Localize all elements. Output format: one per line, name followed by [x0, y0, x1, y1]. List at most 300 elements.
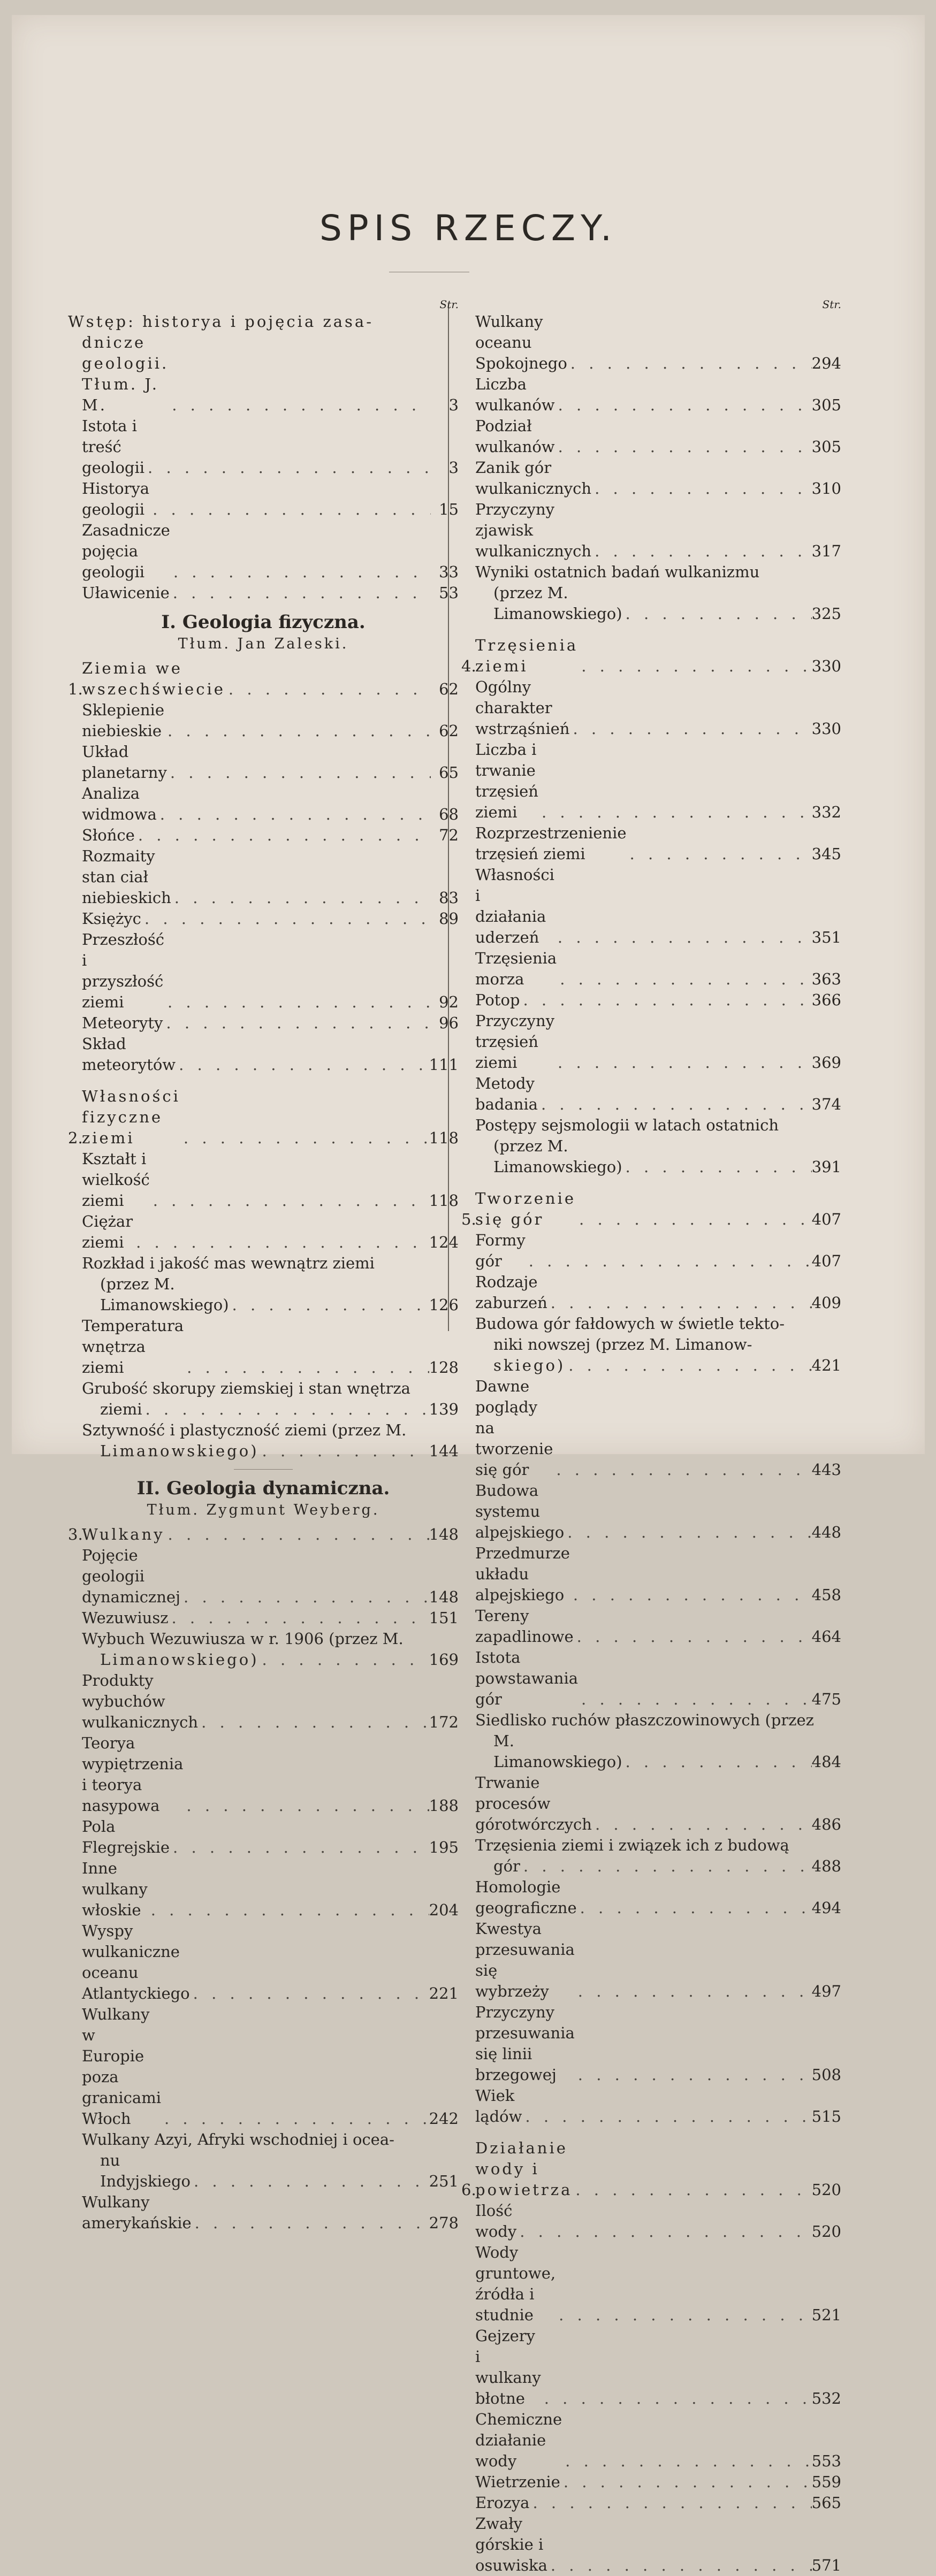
dot-leader — [622, 603, 812, 624]
toc-entry — [461, 457, 841, 499]
spacer — [461, 2127, 841, 2138]
toc-entry-label: Istota i treść geologii — [82, 417, 145, 477]
dot-leader — [555, 2305, 812, 2326]
toc-page-number: 488 — [811, 1857, 841, 1875]
toc-entry — [68, 1816, 459, 1858]
toc-entry-label: Układ planetarny — [82, 743, 167, 782]
toc-entry-label: Uławicenie — [82, 584, 170, 602]
toc-page-number: 486 — [811, 1815, 841, 1833]
dot-leader — [133, 1232, 429, 1253]
page-column-label: Str. — [439, 298, 459, 311]
toc-page-number: 407 — [811, 1210, 841, 1228]
toc-entry-label: Wezuwiusz — [82, 1609, 169, 1627]
toc-entry — [461, 1480, 841, 1543]
toc-entry-label: Meteoryty — [82, 1014, 163, 1032]
dot-leader — [554, 1052, 812, 1073]
toc-entry-label: M. Limanowskiego) — [493, 1732, 622, 1771]
toc-entry-label: Potop — [475, 991, 520, 1009]
toc-entry-label: Wulkany Azyi, Afryki wschodniej i ocea- — [82, 2130, 394, 2149]
dot-leader — [180, 1128, 429, 1149]
toc-entry — [68, 1545, 459, 1608]
part-heading: I. Geologia fizyczna. — [161, 611, 366, 633]
toc-entry-label: Liczba i trwanie trzęsień ziemi — [475, 740, 538, 821]
dot-leader — [541, 2388, 812, 2409]
toc-entry — [461, 1835, 841, 1856]
chapter-number: 6. — [461, 2181, 476, 2199]
dot-leader — [622, 1752, 812, 1772]
toc-entry — [461, 2002, 841, 2085]
toc-page-number: 251 — [429, 2172, 459, 2190]
toc-page-number: 508 — [811, 2066, 841, 2084]
toc-entry-label: (przez M. Limanowskiego) — [493, 1137, 622, 1176]
toc-entry-label: Zanik gór wulkanicznych — [475, 458, 592, 498]
toc-page-number: 464 — [811, 1627, 841, 1646]
chapter-label: Tworzenie się gór — [475, 1189, 576, 1228]
toc-entry — [68, 478, 459, 520]
dot-leader — [163, 1013, 431, 1034]
toc-entry — [461, 2085, 841, 2127]
toc-entry — [68, 929, 459, 1013]
toc-entry — [68, 1629, 459, 1649]
toc-entry — [68, 1274, 459, 1316]
toc-entry-label: Wietrzenie — [475, 2473, 560, 2491]
toc-page-number: 330 — [811, 720, 841, 738]
dot-leader — [522, 2106, 811, 2127]
dot-leader — [554, 927, 812, 948]
chapter-label: Działanie wody i powietrza — [475, 2139, 573, 2199]
dot-leader — [144, 457, 431, 478]
toc-entry — [461, 1710, 841, 1731]
toc-page-number: 345 — [811, 845, 841, 863]
toc-entry — [68, 1608, 459, 1629]
toc-entry-label: Analiza widmowa — [82, 784, 157, 823]
dot-leader — [164, 721, 431, 742]
toc-page-number: 515 — [811, 2107, 841, 2126]
toc-page-number: 144 — [429, 1442, 459, 1460]
toc-page-number: 169 — [429, 1650, 459, 1669]
dot-leader — [191, 2171, 429, 2192]
toc-page-number: 83 — [439, 889, 459, 907]
page-column-label: Str. — [822, 298, 841, 311]
toc-page-number: 475 — [811, 1690, 841, 1708]
dot-leader — [183, 1795, 429, 1816]
toc-page-number: 521 — [811, 2306, 841, 2324]
toc-page-number: 188 — [429, 1797, 459, 1815]
toc-entry — [68, 2004, 459, 2129]
dot-leader — [169, 395, 431, 416]
toc-entry-label: Ogólny charakter wstrząśnień — [475, 678, 570, 738]
toc-entry-label: Budowa systemu alpejskiego — [475, 1481, 565, 1541]
toc-entry — [68, 311, 459, 332]
toc-entry-label: Formy gór — [475, 1231, 526, 1270]
dot-leader — [171, 888, 431, 908]
translator-line: Tłum. Jan Zaleski. — [178, 636, 349, 652]
dot-leader — [148, 1900, 429, 1921]
toc-entry-label: gór — [493, 1857, 520, 1875]
toc-page-number: 565 — [811, 2494, 841, 2512]
toc-entry-label: Tereny zapadlinowe — [475, 1607, 574, 1646]
dot-leader — [622, 1157, 812, 1178]
toc-page-number: 571 — [811, 2556, 841, 2574]
chapter-entry — [68, 658, 459, 700]
toc-page-number: 330 — [811, 657, 841, 675]
toc-entry-label: Limanowskiego) — [100, 1650, 259, 1669]
dot-leader — [529, 2493, 811, 2513]
toc-page-number: 532 — [811, 2389, 841, 2407]
toc-entry — [68, 1733, 459, 1816]
toc-entry — [68, 1858, 459, 1921]
chapter-label: Wulkany — [82, 1525, 165, 1543]
dot-leader — [259, 1441, 429, 1462]
chapter-number: 3. — [68, 1525, 83, 1543]
toc-entry — [461, 562, 841, 583]
toc-entry-label: Wulkany oceanu Spokojnego — [475, 312, 567, 372]
toc-page-number: 62 — [439, 722, 459, 740]
toc-page-number: 421 — [811, 1356, 841, 1374]
toc-entry-label: Przyczyny zjawisk wulkanicznych — [475, 500, 592, 560]
dot-leader — [170, 1837, 429, 1858]
toc-page-number: 148 — [429, 1588, 459, 1606]
toc-entry — [68, 846, 459, 908]
dot-leader — [165, 1524, 429, 1545]
toc-entry-label: Historya geologii — [82, 479, 150, 518]
toc-entry — [68, 1316, 459, 1378]
toc-entry-label: Sztywność i plastyczność ziemi (przez M. — [82, 1421, 407, 1439]
toc-entry — [461, 677, 841, 739]
dot-leader — [169, 1608, 429, 1629]
chapter-entry — [461, 2138, 841, 2200]
chapter-entry — [461, 1188, 841, 1230]
chapter-entry — [461, 635, 841, 677]
toc-entry — [68, 1378, 459, 1399]
toc-page-number: 520 — [811, 2222, 841, 2241]
dot-leader — [157, 804, 431, 825]
toc-entry-label: Przedmurze układu alpejskiego — [475, 1544, 570, 1604]
toc-entry-label: Produkty wybuchów wulkanicznych — [82, 1671, 199, 1731]
toc-entry-label: Grubość skorupy ziemskiej i stan wnętrza — [82, 1379, 410, 1397]
toc-entry-label: Limanowskiego) — [100, 1442, 259, 1460]
dot-leader — [538, 802, 812, 823]
toc-page-number: 407 — [811, 1252, 841, 1270]
toc-page-number: 204 — [429, 1901, 459, 1919]
toc-page-number: 53 — [439, 584, 459, 602]
toc-entry — [68, 1399, 459, 1420]
toc-entry-label: Przyczyny przesuwania się linii brzegowej — [475, 2003, 575, 2084]
toc-entry — [461, 2242, 841, 2326]
dot-leader — [520, 990, 811, 1011]
toc-entry — [461, 2409, 841, 2472]
toc-entry-label: Dawne poglądy na tworzenie się gór — [475, 1377, 553, 1479]
dot-leader — [591, 541, 812, 562]
toc-page-number: 294 — [811, 354, 841, 372]
toc-page-number: 494 — [811, 1899, 841, 1917]
toc-page-number: 118 — [429, 1191, 459, 1210]
dot-leader — [225, 679, 431, 700]
toc-page-number: 195 — [429, 1838, 459, 1856]
toc-page-number: 96 — [439, 1014, 459, 1032]
dot-leader — [575, 2065, 812, 2085]
dot-leader — [259, 1649, 429, 1670]
toc-entry-label: ziemi — [100, 1400, 142, 1418]
toc-entry-label: Gejzery i wulkany błotne — [475, 2327, 541, 2407]
dot-leader — [547, 1293, 812, 1313]
dot-leader — [149, 499, 431, 520]
toc-entry-label: Rozmaity stan ciał niebieskich — [82, 847, 171, 907]
toc-entry-label: Wyspy wulkaniczne oceanu Atlantyckiego — [82, 1922, 190, 2002]
toc-entry-label: dnicze geologii. Tłum. J. M. — [82, 333, 169, 414]
toc-entry — [461, 1355, 841, 1376]
dot-leader — [184, 1357, 429, 1378]
toc-entry — [461, 1334, 841, 1355]
toc-entry — [461, 1856, 841, 1877]
toc-entry — [461, 374, 841, 416]
toc-page-number: 332 — [811, 803, 841, 821]
toc-page-number: 111 — [429, 1056, 459, 1074]
toc-entry — [68, 2150, 459, 2192]
toc-entry — [68, 1211, 459, 1253]
chapter-label: Trzęsienia ziemi — [475, 636, 579, 675]
chapter-number: 4. — [461, 657, 476, 675]
toc-entry — [68, 1034, 459, 1075]
section-rule — [234, 1469, 293, 1470]
dot-leader — [141, 908, 431, 929]
toc-page-number: 124 — [429, 1233, 459, 1251]
toc-page-number: 72 — [439, 826, 459, 844]
toc-entry-label: Trzęsienia ziemi i związek ich z budową — [475, 1836, 789, 1854]
spacer — [68, 1075, 459, 1086]
toc-left-column — [68, 297, 459, 2234]
chapter-number: 1. — [68, 680, 83, 698]
toc-entry-label: Wiek lądów — [475, 2086, 522, 2126]
dot-leader — [135, 825, 431, 846]
toc-entry-label: Pola Flegrejskie — [82, 1817, 170, 1856]
toc-entry — [461, 990, 841, 1011]
dot-leader — [570, 1585, 812, 1606]
toc-page-number: 366 — [811, 991, 841, 1009]
toc-entry-label: Trwanie procesów górotwórczych — [475, 1774, 592, 1833]
toc-entry — [461, 823, 841, 865]
toc-entry — [461, 1313, 841, 1334]
toc-entry-label: Homologie geograficzne — [475, 1878, 577, 1917]
dot-leader — [562, 2451, 811, 2472]
toc-entry — [461, 948, 841, 990]
toc-entry — [68, 783, 459, 825]
toc-entry — [68, 332, 459, 416]
toc-entry — [461, 416, 841, 457]
toc-entry — [461, 1918, 841, 2002]
dot-leader — [569, 718, 811, 739]
toc-entry-label: Księżyc — [82, 909, 141, 928]
toc-page-number: 172 — [429, 1713, 459, 1731]
toc-entry-label: Wybuch Wezuwiusza w r. 1906 (przez M. — [82, 1630, 404, 1648]
toc-entry-label: Postępy sejsmologii w latach ostatnich — [475, 1116, 779, 1134]
toc-page-number: 118 — [429, 1129, 459, 1147]
toc-entry — [461, 1011, 841, 1073]
toc-entry-label: skiego) — [493, 1356, 566, 1374]
toc-entry-label: Ciężar ziemi — [82, 1212, 133, 1251]
toc-entry-label: Teorya wypiętrzenia i teorya nasypowa — [82, 1734, 184, 1815]
dot-leader — [560, 2472, 812, 2493]
dot-leader — [516, 2221, 811, 2242]
toc-page-number: 65 — [439, 763, 459, 782]
dot-leader — [161, 2108, 429, 2129]
toc-page-number: 3 — [448, 396, 459, 414]
toc-right-column — [461, 297, 841, 2576]
dot-leader — [575, 1981, 812, 2002]
toc-entry-label: Kształt i wielkość ziemi — [82, 1150, 150, 1210]
toc-entry-label: Rozprzestrzenienie trzęsień ziemi — [475, 824, 627, 863]
toc-entry-label: (przez M. Limanowskiego) — [493, 584, 622, 623]
dot-leader — [167, 762, 431, 783]
toc-page-number: 374 — [811, 1095, 841, 1113]
toc-page-number: 520 — [811, 2181, 841, 2199]
toc-page-number: 409 — [811, 1294, 841, 1312]
toc-entry-label: Sklepienie niebieskie — [82, 701, 164, 740]
dot-leader — [578, 656, 811, 677]
part-heading: II. Geologia dynamiczna. — [136, 1478, 390, 1499]
toc-entry — [461, 1731, 841, 1772]
toc-entry — [461, 865, 841, 948]
toc-entry — [461, 1115, 841, 1136]
book-page — [12, 15, 925, 2574]
toc-entry — [68, 1670, 459, 1733]
toc-entry-label: Słońce — [82, 826, 135, 844]
toc-page-number: 221 — [429, 1984, 459, 2002]
dot-leader — [553, 1459, 811, 1480]
dot-leader — [565, 1355, 811, 1376]
dot-leader — [526, 1251, 812, 1272]
toc-page-number: 317 — [811, 542, 841, 560]
dot-leader — [574, 1626, 812, 1647]
toc-entry — [461, 2513, 841, 2576]
dot-leader — [555, 395, 812, 416]
toc-page-number: 325 — [811, 605, 841, 623]
toc-page-number: 89 — [439, 909, 459, 928]
dot-leader — [578, 1689, 812, 1710]
toc-entry-label: Temperatura wnętrza ziemi — [82, 1317, 184, 1377]
toc-entry — [68, 1013, 459, 1034]
dot-leader — [547, 2555, 812, 2576]
toc-entry — [461, 1543, 841, 1606]
toc-entry-label: Kwestya przesuwania się wybrzeży — [475, 1920, 575, 2000]
toc-entry-label: niki nowszej (przez M. Limanow- — [493, 1335, 752, 1354]
toc-page-number: 68 — [439, 805, 459, 823]
translator-line: Tłum. Zygmunt Weyberg. — [147, 1502, 380, 1518]
toc-entry-label: Ilość wody — [475, 2202, 517, 2241]
dot-leader — [627, 844, 812, 865]
chapter-number: 5. — [461, 1210, 476, 1228]
toc-entry — [68, 1149, 459, 1211]
toc-entry — [68, 700, 459, 742]
toc-entry-label: Własności i działania uderzeń — [475, 866, 554, 946]
dot-leader — [555, 437, 812, 457]
chapter-label: Ziemia we wszechświecie — [82, 659, 225, 698]
dot-leader — [572, 2180, 811, 2200]
toc-entry — [68, 2129, 459, 2150]
toc-entry-label: Wstęp: historya i pojęcia zasa- — [68, 312, 374, 331]
dot-leader — [170, 562, 431, 583]
toc-entry — [461, 1073, 841, 1115]
dot-leader — [567, 353, 812, 374]
toc-entry — [461, 1376, 841, 1480]
chapter-entry — [68, 1086, 459, 1149]
spacer — [461, 1178, 841, 1188]
dot-leader — [591, 478, 812, 499]
dot-leader — [150, 1190, 429, 1211]
toc-entry — [68, 416, 459, 478]
toc-page-number: 15 — [439, 500, 459, 518]
toc-entry — [68, 1253, 459, 1274]
toc-entry-label: Chemiczne działanie wody — [475, 2410, 562, 2470]
spacer — [461, 624, 841, 635]
toc-page-number: 458 — [811, 1586, 841, 1604]
toc-entry-label: Wody gruntowe, źródła i studnie — [475, 2243, 556, 2324]
toc-entry — [68, 2192, 459, 2234]
dot-leader — [576, 1209, 812, 1230]
toc-page-number: 62 — [439, 680, 459, 698]
toc-entry — [68, 1649, 459, 1670]
toc-entry-label: Liczba wulkanów — [475, 375, 555, 414]
dot-leader — [170, 583, 431, 603]
toc-page-number: 305 — [811, 438, 841, 456]
toc-entry — [461, 311, 841, 374]
toc-entry — [68, 583, 459, 603]
toc-entry-label: Budowa gór fałdowych w świetle tekto- — [475, 1314, 785, 1333]
toc-page-number: 484 — [811, 1753, 841, 1771]
toc-entry — [68, 1441, 459, 1462]
toc-entry — [461, 2326, 841, 2409]
toc-page-number: 553 — [811, 2452, 841, 2470]
toc-page-number: 126 — [429, 1296, 459, 1314]
chapter-label: Własności fizyczne ziemi — [82, 1087, 180, 1147]
dot-leader — [142, 1399, 429, 1420]
dot-leader — [190, 1983, 429, 2004]
dot-leader — [164, 992, 431, 1013]
toc-page-number: 128 — [429, 1358, 459, 1377]
toc-entry-label: Rozkład i jakość mas wewnątrz ziemi — [82, 1254, 375, 1272]
toc-entry-label: Inne wulkany włoskie — [82, 1859, 148, 1919]
dot-leader — [592, 1814, 812, 1835]
toc-entry — [461, 2200, 841, 2242]
toc-entry — [461, 1877, 841, 1918]
toc-page-number: 92 — [439, 993, 459, 1011]
toc-entry-label: Zasadnicze pojęcia geologii — [82, 521, 170, 581]
toc-page-number: 363 — [811, 970, 841, 988]
toc-entry — [461, 583, 841, 624]
toc-entry-label: Zwały górskie i osuwiska — [475, 2514, 547, 2574]
toc-entry-label: Erozya — [475, 2494, 530, 2512]
toc-entry — [461, 1647, 841, 1710]
toc-entry-label: Metody badania — [475, 1074, 538, 1113]
page-title: SPIS RZECZY. — [319, 208, 618, 249]
toc-entry-label: Istota powstawania gór — [475, 1648, 579, 1708]
toc-entry-label: Rodzaje zaburzeń — [475, 1273, 547, 1312]
toc-entry — [461, 1606, 841, 1647]
dot-leader — [520, 1856, 812, 1877]
toc-entry-label: Podział wulkanów — [475, 417, 555, 456]
toc-page-number: 33 — [439, 563, 459, 581]
toc-entry-label: Skład meteorytów — [82, 1035, 176, 1074]
chapter-number: 2. — [68, 1129, 83, 1147]
toc-entry — [461, 499, 841, 562]
toc-entry — [68, 825, 459, 846]
toc-entry-label: Pojęcie geologii dynamicznej — [82, 1546, 181, 1606]
dot-leader — [564, 1522, 811, 1543]
toc-entry — [461, 1272, 841, 1313]
dot-leader — [229, 1295, 429, 1316]
toc-page-number: 139 — [429, 1400, 459, 1418]
toc-page-number: 151 — [429, 1609, 459, 1627]
